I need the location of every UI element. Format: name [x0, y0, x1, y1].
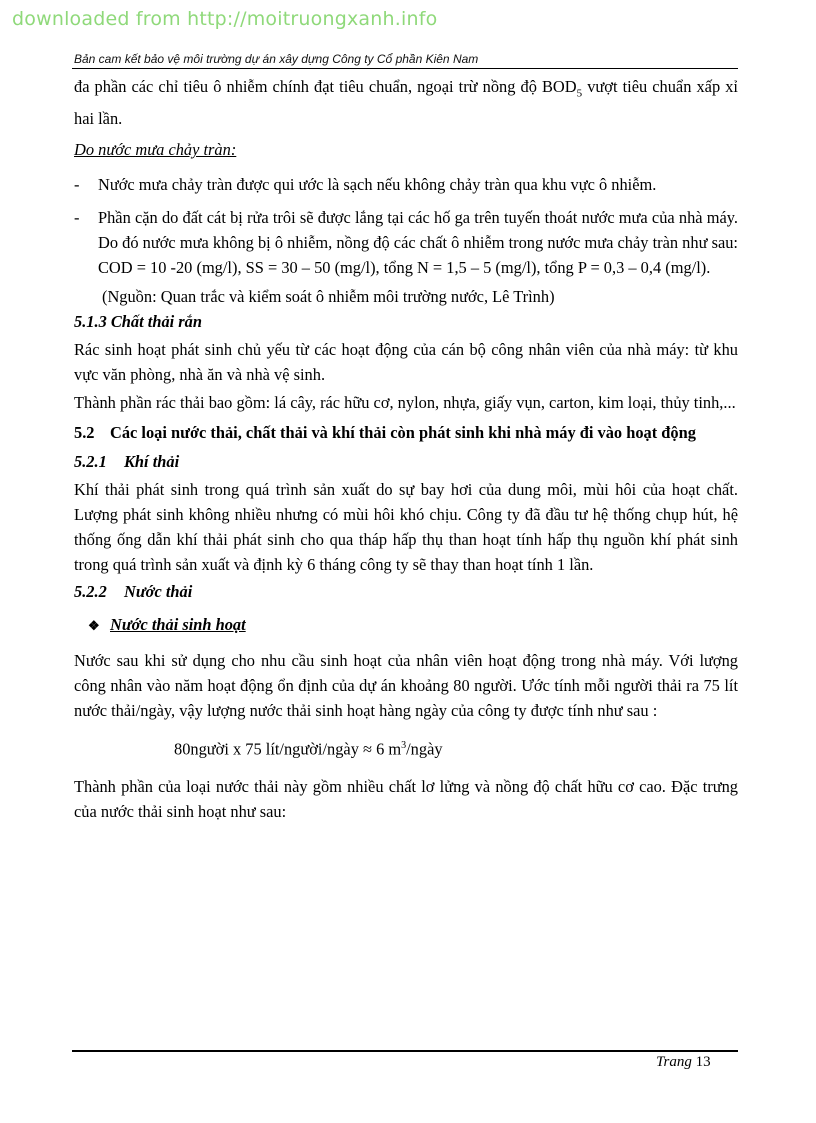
section-heading-5-2-2: 5.2.2 Nước thải: [74, 582, 193, 602]
watermark: downloaded from http://moitruongxanh.info: [12, 8, 438, 30]
paragraph: Khí thải phát sinh trong quá trình sản xuất do sự bay hơi của dung môi, mùi hôi của hoạt chất. Lượng phát sinh không nhiều nhưng có mùi hôi khó chịu. Công ty đã đầu tư hệ thống chụp hút, hệ thống ống dẫn khí thải phát sinh cho qua tháp hấp thụ than hoạt tính hấp thụ nguồn khí phát sinh trong quá trình sản xuất và định kỳ 6 tháng công ty sẽ thay than hoạt tính 1 lần.: [74, 480, 738, 575]
list-item: [74, 205, 738, 280]
bullet-marker: -: [74, 208, 80, 228]
header-rule: [72, 68, 738, 69]
rainwater-heading: Do nước mưa chảy tràn:: [74, 140, 237, 160]
formula: 80người x 75 lít/người/ngày ≈ 6 $m^3$/ngày: [174, 739, 443, 759]
section-title: Các loại nước thải, chất thải và khí thải còn phát sinh khi nhà máy đi vào hoạt động: [110, 423, 696, 443]
page-footer: [656, 1054, 711, 1071]
paragraph: Thành phần của loại nước thải này gồm nhiều chất lơ lửng và nồng độ chất hữu cơ cao. Đặc trưng của nước thải sinh hoạt như sau:: [74, 776, 738, 821]
paragraph: Nước sau khi sử dụng cho nhu cầu sinh hoạt của nhân viên hoạt động trong nhà máy. Với lượng công nhân vào năm hoạt động ổn định của dự án khoảng 80 người. Ước tính mỗi người thải ra 75 lít nước thải/ngày, vậy lượng nước thải sinh hoạt hàng ngày của công ty được tính như sau :: [74, 651, 738, 721]
page-content: [74, 74, 738, 824]
intro-paragraph: đa phần các chỉ tiêu ô nhiễm chính đạt tiêu chuẩn, ngoại trừ nồng độ $BOD_5$ vượt tiêu chuẩn xấp xỉ hai lần.: [74, 77, 738, 129]
page-label: Trang: [656, 1054, 692, 1070]
section-number: 5.2: [74, 423, 95, 443]
bullet-marker: -: [74, 175, 80, 195]
source-citation: (Nguồn: Quan trắc và kiểm soát ô nhiễm môi trường nước, Lê Trình): [102, 287, 555, 307]
footer-rule: [72, 1050, 738, 1052]
list-item-text: Phần cặn do đất cát bị rửa trôi sẽ được lắng tại các hố ga trên tuyến thoát nước mưa của nhà máy. Do đó nước mưa không bị ô nhiễm, nồng độ các chất ô nhiễm trong nước mưa chảy tràn như sau: COD = 10 -20 (mg/l), SS = 30 – 50 (mg/l), tổng N = 1,5 – 5 (mg/l), tổng P = 0,3 – 0,4 (mg/l).: [98, 208, 738, 278]
section-heading-5-1-3: 5.1.3 Chất thải rắn: [74, 312, 202, 332]
section-heading-5-2-1: 5.2.1 Khí thải: [74, 452, 180, 472]
list-item-text: Nước mưa chảy tràn được qui ước là sạch nếu không chảy tràn qua khu vực ô nhiễm.: [98, 175, 657, 195]
subheading-domestic-wastewater: ❖ Nước thải sinh hoạt: [74, 612, 738, 638]
diamond-bullet-icon: ❖: [88, 618, 100, 634]
list-item: [74, 172, 738, 197]
paragraph: Thành phần rác thải bao gồm: lá cây, rác hữu cơ, nylon, nhựa, giấy vụn, carton, kim loại, thủy tinh,...: [74, 393, 736, 413]
section-heading-5-2: [74, 420, 738, 445]
page-number: 13: [695, 1054, 711, 1070]
running-header: Bản cam kết bảo vệ môi trường dự án xây dựng Công ty Cổ phần Kiên Nam: [74, 52, 479, 66]
paragraph: Rác sinh hoạt phát sinh chủ yếu từ các hoạt động của cán bộ công nhân viên của nhà máy: từ khu vực văn phòng, nhà ăn và nhà vệ sinh.: [74, 340, 738, 385]
